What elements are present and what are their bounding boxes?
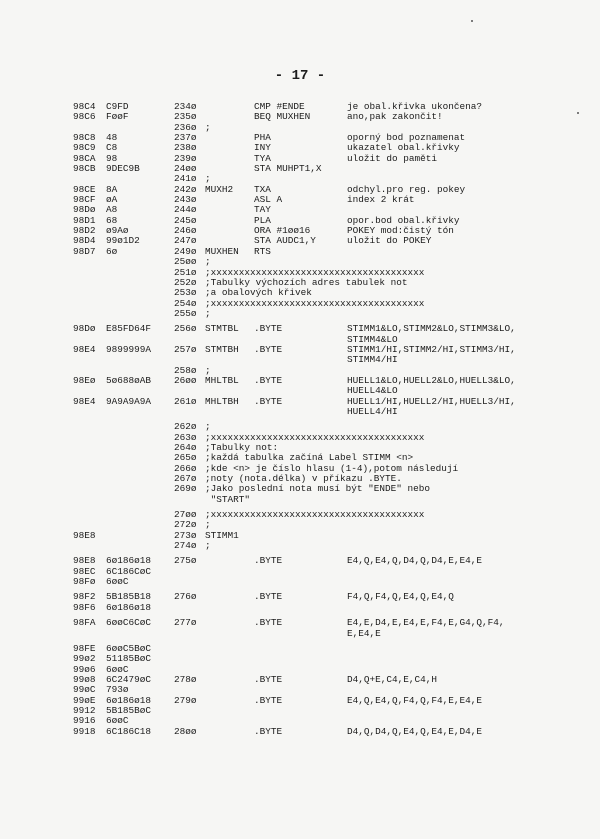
hex-bytes: 6ø186ø18 — [106, 694, 152, 706]
statement: .BYTE — [254, 374, 283, 386]
hex-bytes: 6C2479øC — [106, 673, 152, 685]
address: 98EC — [73, 565, 96, 577]
listing-line — [73, 123, 600, 133]
address: 98D1 — [73, 214, 96, 226]
listing-line — [73, 577, 600, 587]
line-number: 28øø — [174, 725, 197, 737]
line-number: 242ø — [174, 183, 197, 195]
line-number: 269ø — [174, 483, 197, 495]
listing-line — [73, 226, 600, 236]
address: 9918 — [73, 725, 96, 737]
line-number: 251ø — [174, 266, 197, 278]
comment: E4,Q,E4,Q,D4,Q,D4,E,E4,E — [347, 555, 483, 567]
address: 99øC — [73, 684, 96, 696]
hex-bytes: 98 — [106, 152, 118, 164]
address: 98Eø — [73, 374, 96, 386]
hex-bytes: 6C186C18 — [106, 725, 152, 737]
listing-line — [73, 592, 600, 602]
hex-bytes: 5B185BøC — [106, 704, 152, 716]
address: 9912 — [73, 704, 96, 716]
line-number: 277ø — [174, 617, 197, 629]
label: ; — [205, 256, 211, 268]
statement: .BYTE — [254, 343, 283, 355]
statement: .BYTE — [254, 617, 283, 629]
comment: ano,pak zakončit! — [347, 111, 443, 123]
listing-line — [73, 345, 600, 355]
line-number: 24øø — [174, 163, 197, 175]
line-number: 264ø — [174, 442, 197, 453]
listing-line — [73, 716, 600, 726]
address: 98Dø — [73, 204, 96, 216]
statement: TAY — [254, 204, 271, 216]
listing-line — [73, 556, 600, 566]
hex-bytes: 6øøC — [106, 576, 129, 588]
line-number: 26øø — [174, 374, 197, 386]
line-number: 239ø — [174, 152, 197, 164]
address: 99ø2 — [73, 653, 96, 665]
label: "START" — [205, 493, 251, 505]
listing-line — [73, 520, 600, 530]
listing-line — [73, 433, 600, 443]
address: 98C4 — [73, 101, 96, 112]
label: ;xxxxxxxxxxxxxxxxxxxxxxxxxxxxxxxxxxxxxx — [205, 266, 425, 278]
listing-line — [73, 376, 600, 386]
address: 99ø8 — [73, 673, 96, 685]
listing-line — [73, 195, 600, 205]
label: ;noty (nota.délka) v příkazu .BYTE. — [205, 473, 402, 485]
listing-line — [73, 618, 600, 628]
address: 99ø6 — [73, 663, 96, 675]
label: ;Tabulky výchozích adres tabulek not — [205, 276, 408, 288]
label: ;kde <n> je číslo hlasu (1-4),potom následují — [205, 462, 459, 474]
statement: RTS — [254, 245, 271, 257]
address: 98E8 — [73, 555, 96, 567]
label: ; — [205, 540, 211, 552]
address: 9916 — [73, 715, 96, 727]
line-number: 238ø — [174, 142, 197, 154]
listing-line — [73, 355, 600, 365]
listing-line — [73, 154, 600, 164]
label: ; — [205, 364, 211, 376]
label: STMTBL — [205, 323, 239, 335]
listing-line — [73, 143, 600, 153]
comment: je obal.křivka ukončena? — [347, 101, 483, 112]
comment: STIMM4/HI — [347, 354, 398, 366]
line-number: 256ø — [174, 323, 197, 335]
listing-line — [73, 257, 600, 267]
label: MUXH2 — [205, 183, 234, 195]
comment: index 2 krát — [347, 194, 415, 206]
label: ; — [205, 519, 211, 531]
line-number: 276ø — [174, 591, 197, 603]
listing-line — [73, 495, 600, 505]
label: MHLTBL — [205, 374, 239, 386]
listing-line — [73, 185, 600, 195]
hex-bytes: 6øøC — [106, 663, 129, 675]
comment: HUELL1/HI,HUELL2/HI,HUELL3/HI, — [347, 395, 516, 407]
hex-bytes: 6ø186ø18 — [106, 601, 152, 613]
line-number: 254ø — [174, 297, 197, 309]
listing-line — [73, 335, 600, 345]
scan-speck — [577, 112, 579, 114]
listing-line — [73, 629, 600, 639]
listing-line — [73, 510, 600, 520]
hex-bytes: 6C186CøC — [106, 565, 152, 577]
line-number: 262ø — [174, 421, 197, 433]
address: 98C6 — [73, 111, 96, 123]
address: 98E4 — [73, 395, 96, 407]
label: ;xxxxxxxxxxxxxxxxxxxxxxxxxxxxxxxxxxxxxx — [205, 509, 425, 521]
line-number: 244ø — [174, 204, 197, 216]
line-number: 267ø — [174, 473, 197, 485]
line-number: 234ø — [174, 101, 197, 112]
hex-bytes: 99ø1D2 — [106, 235, 140, 247]
line-number: 278ø — [174, 673, 197, 685]
label: ; — [205, 421, 211, 433]
listing-line — [73, 112, 600, 122]
label: ;každá tabulka začíná Label STIMM <n> — [205, 452, 414, 464]
listing-line — [73, 685, 600, 695]
comment: E,E4,E — [347, 627, 381, 639]
hex-bytes: A8 — [106, 204, 118, 216]
label: ; — [205, 121, 211, 133]
address: 98FE — [73, 642, 96, 654]
hex-bytes: C9FD — [106, 101, 129, 112]
address: 98Fø — [73, 576, 96, 588]
line-number: 255ø — [174, 307, 197, 319]
address: 98D7 — [73, 245, 96, 257]
statement: .BYTE — [254, 725, 283, 737]
line-number: 274ø — [174, 540, 197, 552]
listing-line — [73, 299, 600, 309]
listing-line — [73, 133, 600, 143]
statement: .BYTE — [254, 323, 283, 335]
listing-line — [73, 603, 600, 613]
hex-bytes: E85FD64F — [106, 323, 152, 335]
line-number: 249ø — [174, 245, 197, 257]
statement: .BYTE — [254, 591, 283, 603]
comment: HUELL4&LO — [347, 385, 398, 397]
line-number: 25øø — [174, 256, 197, 268]
listing-line — [73, 665, 600, 675]
listing-line — [73, 288, 600, 298]
hex-bytes: ø9Aø — [106, 225, 129, 237]
statement: .BYTE — [254, 395, 283, 407]
hex-bytes: 51185BøC — [106, 653, 152, 665]
line-number: 247ø — [174, 235, 197, 247]
statement: .BYTE — [254, 555, 283, 567]
line-number: 279ø — [174, 694, 197, 706]
hex-bytes: 5B185B18 — [106, 591, 152, 603]
comment: E4,E,D4,E,E4,E,F4,E,G4,Q,F4, — [347, 617, 505, 629]
line-number: 237ø — [174, 132, 197, 144]
listing-line — [73, 407, 600, 417]
listing-line — [73, 727, 600, 737]
address: 98E4 — [73, 343, 96, 355]
listing-line — [73, 484, 600, 494]
comment: uložit do paměti — [347, 152, 438, 164]
label: STMTBH — [205, 343, 239, 355]
line-number: 235ø — [174, 111, 197, 123]
address: 98Dø — [73, 323, 96, 335]
address: 98CF — [73, 194, 96, 206]
address: 98F2 — [73, 591, 96, 603]
label: ; — [205, 307, 211, 319]
comment: F4,Q,F4,Q,E4,Q,E4,Q — [347, 591, 454, 603]
statement: ORA #1øø16 — [254, 225, 311, 237]
listing-line — [73, 675, 600, 685]
statement: ASL A — [254, 194, 283, 206]
hex-bytes: 6ø — [106, 245, 118, 257]
page-number: - 17 - — [274, 68, 326, 84]
label: ;xxxxxxxxxxxxxxxxxxxxxxxxxxxxxxxxxxxxxx — [205, 297, 425, 309]
line-number: 263ø — [174, 431, 197, 443]
line-number: 252ø — [174, 276, 197, 288]
comment: STIMM1&LO,STIMM2&LO,STIMM3&LO, — [347, 323, 516, 335]
hex-bytes: 6øøC6CøC — [106, 617, 152, 629]
label: ; — [205, 173, 211, 185]
line-number: 265ø — [174, 452, 197, 464]
comment: POKEY mod:čistý tón — [347, 225, 454, 237]
hex-bytes: 6ø186ø18 — [106, 555, 152, 567]
comment: E4,Q,E4,Q,F4,Q,F4,E,E4,E — [347, 694, 483, 706]
hex-bytes: 9899999A — [106, 343, 152, 355]
listing-line — [73, 174, 600, 184]
listing-line — [73, 247, 600, 257]
statement: PLA — [254, 214, 271, 226]
assembly-listing — [73, 102, 600, 737]
hex-bytes: 8A — [106, 183, 118, 195]
statement: STA AUDC1,Y — [254, 235, 316, 247]
comment: oporný bod poznamenat — [347, 132, 466, 144]
line-number: 253ø — [174, 287, 197, 299]
listing-line — [73, 102, 600, 112]
line-number: 243ø — [174, 194, 197, 206]
address: 98CB — [73, 163, 96, 175]
listing-line — [73, 386, 600, 396]
label: ;a obalových křivek — [205, 287, 312, 299]
listing-line — [73, 205, 600, 215]
comment: HUELL1&LO,HUELL2&LO,HUELL3&LO, — [347, 374, 516, 386]
hex-bytes: 9A9A9A9A — [106, 395, 152, 407]
statement: TXA — [254, 183, 271, 195]
listing-line — [73, 309, 600, 319]
line-number: 273ø — [174, 529, 197, 541]
line-number: 245ø — [174, 214, 197, 226]
statement: TYA — [254, 152, 271, 164]
statement: .BYTE — [254, 673, 283, 685]
listing-line — [73, 324, 600, 334]
comment: odchyl.pro reg. pokey — [347, 183, 466, 195]
hex-bytes: 6øøC5BøC — [106, 642, 152, 654]
statement: STA MUHPT1,X — [254, 163, 322, 175]
address: 99øE — [73, 694, 96, 706]
label: STIMM1 — [205, 529, 239, 541]
label: MUXHEN — [205, 245, 239, 257]
line-number: 246ø — [174, 225, 197, 237]
address: 98E8 — [73, 529, 96, 541]
label: ;Jako poslední nota musí být "ENDE" nebo — [205, 483, 431, 495]
address: 98C9 — [73, 142, 96, 154]
hex-bytes: 793ø — [106, 684, 129, 696]
address: 98CA — [73, 152, 96, 164]
comment: ukazatel obal.křivky — [347, 142, 460, 154]
address: 98FA — [73, 617, 96, 629]
hex-bytes: øA — [106, 194, 118, 206]
hex-bytes: 5ø688øAB — [106, 374, 152, 386]
listing-line — [73, 236, 600, 246]
comment: uložit do POKEY — [347, 235, 432, 247]
line-number: 275ø — [174, 555, 197, 567]
listing-line — [73, 541, 600, 551]
address: 98C8 — [73, 132, 96, 144]
statement: BEQ MUXHEN — [254, 111, 311, 123]
line-number: 236ø — [174, 121, 197, 133]
address: 98F6 — [73, 601, 96, 613]
hex-bytes: 9DEC9B — [106, 163, 140, 175]
hex-bytes: C8 — [106, 142, 118, 154]
line-number: 272ø — [174, 519, 197, 531]
line-number: 257ø — [174, 343, 197, 355]
listing-line — [73, 531, 600, 541]
line-number: 266ø — [174, 462, 197, 474]
line-number: 241ø — [174, 173, 197, 185]
statement: CMP #ENDE — [254, 101, 305, 112]
listing-line — [73, 567, 600, 577]
comment: STIMM4&LO — [347, 333, 398, 345]
listing-line — [73, 366, 600, 376]
statement: .BYTE — [254, 694, 283, 706]
comment: D4,Q,D4,Q,E4,Q,E4,E,D4,E — [347, 725, 483, 737]
address: 98D2 — [73, 225, 96, 237]
listing-line — [73, 654, 600, 664]
listing-line — [73, 397, 600, 407]
hex-bytes: 68 — [106, 214, 118, 226]
line-number: 27øø — [174, 509, 197, 521]
listing-line — [73, 644, 600, 654]
hex-bytes: FøøF — [106, 111, 129, 123]
statement: INY — [254, 142, 271, 154]
listing-line — [73, 706, 600, 716]
comment: HUELL4/HI — [347, 405, 398, 417]
listing-line — [73, 278, 600, 288]
hex-bytes: 6øøC — [106, 715, 129, 727]
comment: STIMM1/HI,STIMM2/HI,STIMM3/HI, — [347, 343, 516, 355]
scan-speck — [471, 20, 473, 22]
line-number: 258ø — [174, 364, 197, 376]
comment: opor.bod obal.křivky — [347, 214, 460, 226]
label: MHLTBH — [205, 395, 239, 407]
statement: PHA — [254, 132, 271, 144]
address: 98D4 — [73, 235, 96, 247]
address: 98CE — [73, 183, 96, 195]
listing-line — [73, 216, 600, 226]
label: ;Tabulky not: — [205, 442, 279, 453]
label: ;xxxxxxxxxxxxxxxxxxxxxxxxxxxxxxxxxxxxxx — [205, 431, 425, 443]
listing-line — [73, 164, 600, 174]
comment: D4,Q+E,C4,E,C4,H — [347, 673, 438, 685]
listing-line — [73, 696, 600, 706]
hex-bytes: 48 — [106, 132, 118, 144]
line-number: 261ø — [174, 395, 197, 407]
